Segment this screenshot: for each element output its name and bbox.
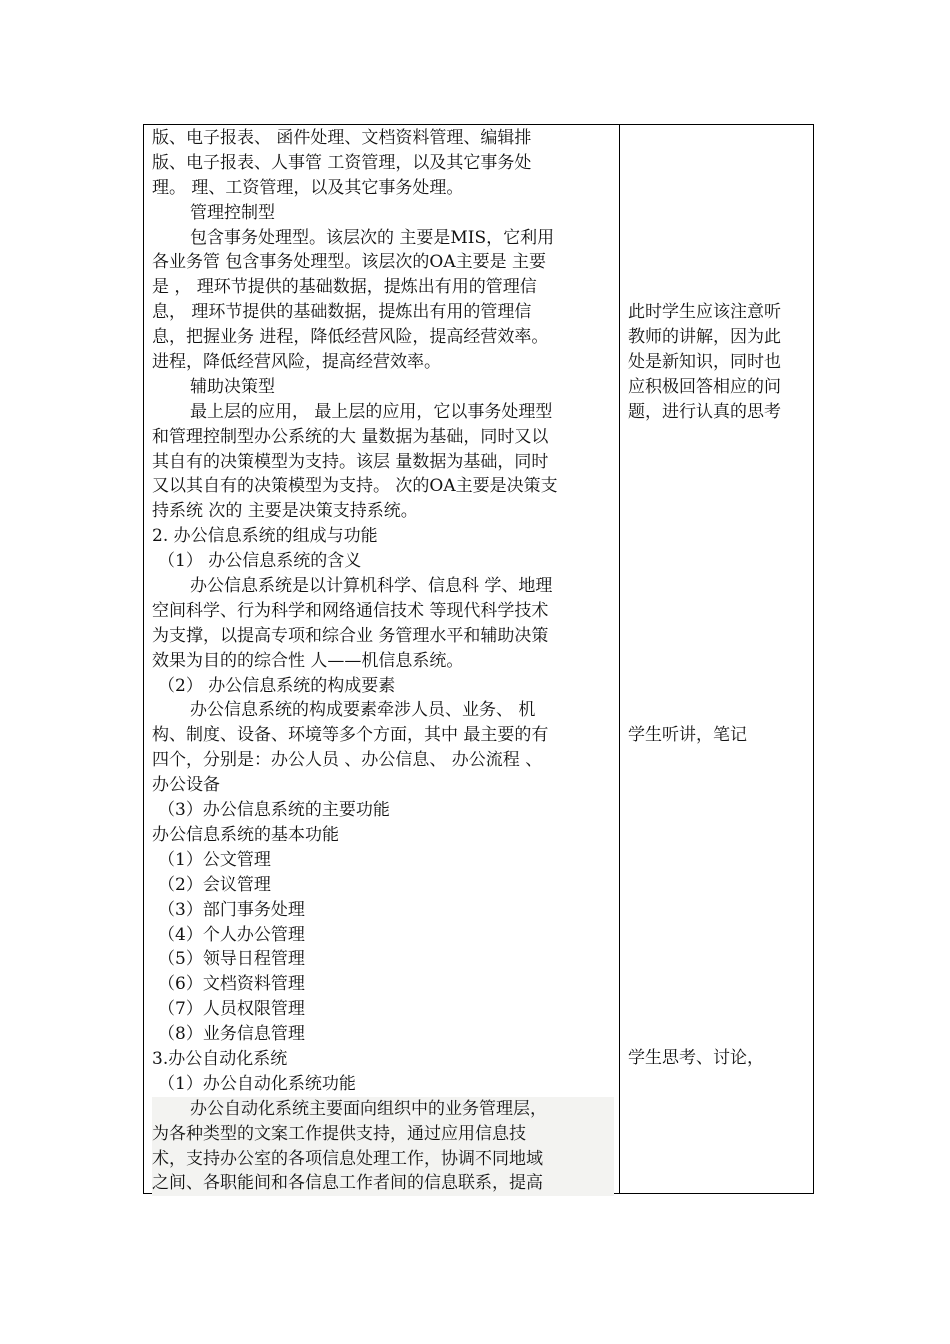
student-note-listen: [628, 723, 808, 748]
student-note-discuss: [628, 1046, 808, 1071]
text-line: [152, 151, 614, 176]
text-line: [152, 1147, 614, 1172]
line-text: 理。 理、工资管理，以及其它事务处理。: [152, 177, 464, 198]
text-line: [152, 226, 614, 251]
text-line: [152, 1122, 614, 1147]
line-text: 又以其自有的决策模型为支持。 次的OA主要是决策支: [152, 476, 558, 497]
line-text: 办公信息系统的基本功能: [152, 824, 339, 845]
line-text: （3）办公信息系统的主要功能: [158, 800, 390, 821]
line-text: 版、电子报表、 函件处理、文档资料管理、编辑排: [152, 128, 532, 148]
text-line: [152, 126, 614, 151]
text-line: [152, 300, 614, 325]
text-line: [152, 947, 614, 972]
text-line: [152, 549, 614, 574]
line-text: 是 ， 理环节提供的基础数据，提炼出有用的管理信: [152, 277, 537, 298]
text-line: [152, 375, 614, 400]
line-text: （1）办公自动化系统功能: [158, 1073, 356, 1094]
text-line: [152, 176, 614, 201]
line-text: 辅助决策型: [190, 376, 275, 397]
line-text: 最上层的应用， 最上层的应用，它以事务处理型: [190, 401, 553, 422]
line-text: 和管理控制型办公系统的大 量数据为基础，同时又以: [152, 426, 549, 447]
text-line: [152, 723, 614, 748]
line-text: 之间、各职能间和各信息工作者间的信息联系，提高: [152, 1173, 543, 1194]
note-line: 此时学生应该注意听: [628, 302, 781, 322]
line-text: 持系统 次的 主要是决策支持系统。: [152, 501, 418, 522]
note-line: 教师的讲解，因为此: [628, 326, 781, 347]
line-text: （3）部门事务处理: [158, 899, 305, 920]
note-line: 学生思考、讨论，: [628, 1048, 764, 1068]
line-text: 效果为目的的综合性 人——机信息系统。: [152, 650, 464, 671]
text-line: [152, 1072, 614, 1097]
line-text: 为支撑，以提高专项和综合业 务管理水平和辅助决策: [152, 625, 549, 646]
text-line: [152, 972, 614, 997]
line-text: 四个，分别是：办公人员 、办公信息、 办公流程 、: [152, 750, 543, 771]
line-text: （1） 办公信息系统的含义: [158, 551, 362, 572]
text-line: [152, 574, 614, 599]
line-text: 各业务管 包含事务处理型。该层次的OA主要是 主要: [152, 252, 547, 273]
text-line: [152, 748, 614, 773]
text-line: [152, 474, 614, 499]
line-text: 进程，降低经营风险，提高经营效率。: [152, 352, 441, 373]
line-text: 息，把握业务 进程，降低经营风险，提高经营效率。: [152, 327, 549, 348]
text-line: [152, 773, 614, 798]
text-line: [152, 275, 614, 300]
text-line: [152, 674, 614, 699]
text-line: [152, 201, 614, 226]
line-text: 构、制度、设备、环境等多个方面，其中 最主要的有: [152, 725, 549, 746]
line-text: 办公自动化系统主要面向组织中的业务管理层，: [190, 1098, 547, 1119]
line-text: （5）领导日程管理: [158, 949, 305, 970]
text-line: [152, 624, 614, 649]
line-text: 办公信息系统的构成要素牵涉人员、业务、 机: [190, 700, 536, 721]
text-line: [152, 1022, 614, 1047]
line-text: 办公信息系统是以计算机科学、信息科 学、地理: [190, 576, 553, 597]
line-text: （2） 办公信息系统的构成要素: [158, 675, 396, 696]
text-line: [152, 898, 614, 923]
line-text: 空间科学、行为科学和网络通信技术 等现代科学技术: [152, 600, 549, 621]
line-text: 管理控制型: [190, 202, 275, 223]
line-text: （8）业务信息管理: [158, 1024, 305, 1045]
text-line: [152, 599, 614, 624]
text-line: [152, 499, 614, 524]
student-note-attention: [628, 300, 808, 424]
text-line: [152, 524, 614, 549]
line-text: 2. 办公信息系统的组成与功能: [152, 526, 378, 547]
text-line: [152, 649, 614, 674]
column-divider: [619, 124, 620, 1194]
note-line: 处是新知识，同时也: [628, 351, 781, 372]
line-text: 其自有的决策模型为支持。该层 量数据为基础，同时: [152, 451, 549, 472]
line-text: （4）个人办公管理: [158, 924, 305, 945]
text-line: [152, 1047, 614, 1072]
line-text: （1）公文管理: [158, 849, 271, 870]
line-text: （6）文档资料管理: [158, 974, 305, 995]
text-line: [152, 848, 614, 873]
text-line: [152, 1171, 614, 1196]
text-line: [152, 873, 614, 898]
text-line: [152, 997, 614, 1022]
line-text: 术，支持办公室的各项信息处理工作，协调不同地域: [152, 1148, 543, 1169]
text-line: [152, 450, 614, 475]
note-line: 应积极回答相应的问: [628, 376, 781, 397]
line-text: （2）会议管理: [158, 874, 271, 895]
line-text: 版、电子报表、人事管 工资管理，以及其它事务处: [152, 152, 532, 173]
line-text: 包含事务处理型。该层次的 主要是MIS，它利用: [190, 227, 555, 248]
note-line: 题，进行认真的思考: [628, 401, 781, 422]
text-line: [152, 425, 614, 450]
text-line: [152, 250, 614, 275]
line-text: 办公设备: [152, 775, 220, 796]
note-line: 学生听讲，笔记: [628, 725, 747, 745]
line-text: 为各种类型的文案工作提供支持，通过应用信息技: [152, 1123, 526, 1144]
text-line: [152, 325, 614, 350]
text-line: [152, 823, 614, 848]
text-line: [152, 923, 614, 948]
line-text: 息， 理环节提供的基础数据，提炼出有用的管理信: [152, 302, 532, 323]
text-line: [152, 350, 614, 375]
line-text: （7）人员权限管理: [158, 999, 305, 1020]
text-line: [152, 400, 614, 425]
text-line: [152, 698, 614, 723]
text-line: [152, 1097, 614, 1122]
text-line: [152, 798, 614, 823]
line-text: 3.办公自动化系统: [152, 1048, 288, 1069]
content-cell: [152, 126, 614, 1196]
